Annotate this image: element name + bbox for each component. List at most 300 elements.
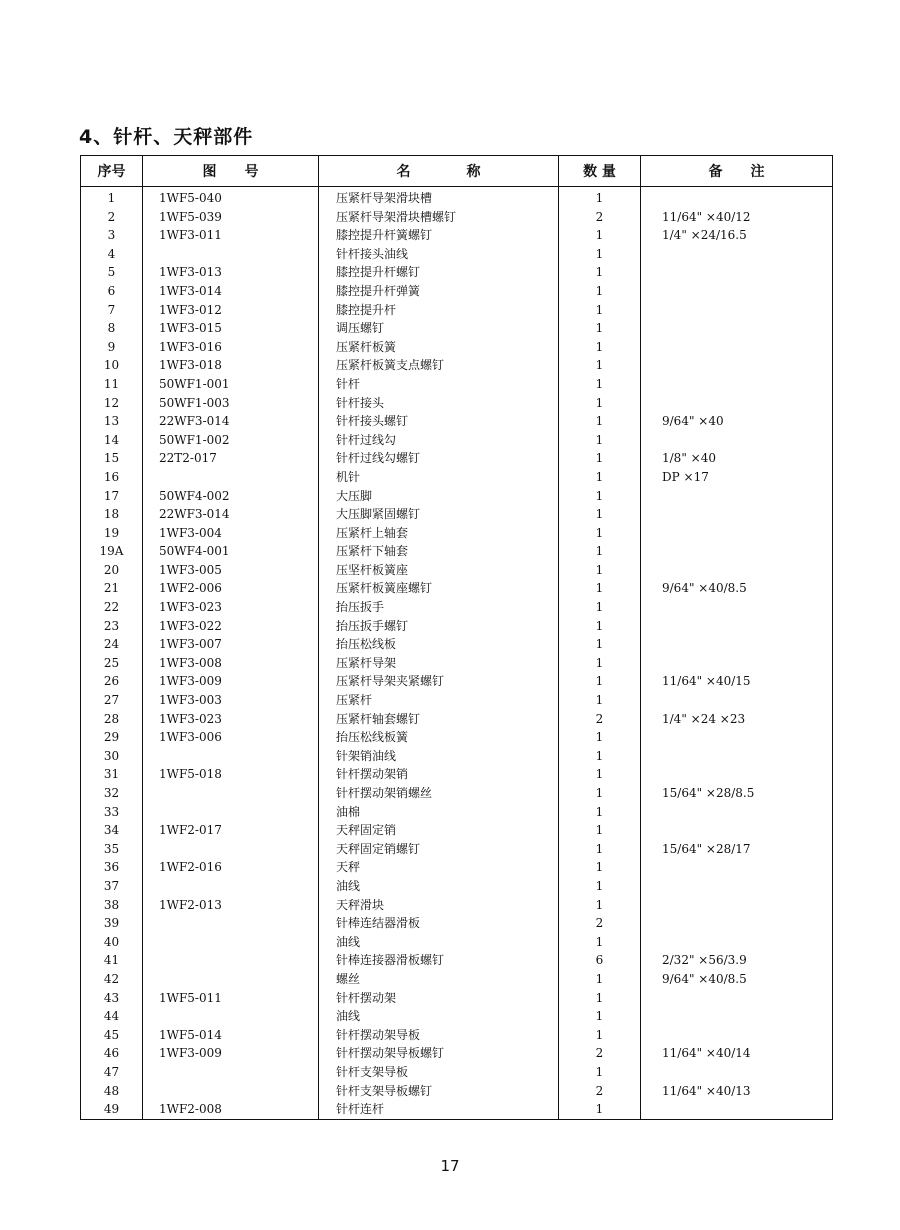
cell-qty: 1: [559, 598, 641, 617]
section-title: 4、针杆、天秤部件: [79, 126, 254, 148]
table-row: [81, 301, 833, 320]
cell-note: [641, 989, 833, 1008]
table-row: [81, 896, 833, 915]
table-row: [81, 858, 833, 877]
cell-note: [641, 803, 833, 822]
table-row: [81, 672, 833, 691]
cell-code: [143, 914, 319, 933]
table-row: [81, 821, 833, 840]
cell-qty: 1: [559, 319, 641, 338]
cell-code: [143, 1007, 319, 1026]
cell-code: [143, 877, 319, 896]
table-row: [81, 412, 833, 431]
table-row: [81, 1082, 833, 1101]
cell-note: 2/32" ×56/3.9: [641, 951, 833, 970]
cell-qty: 1: [559, 1063, 641, 1082]
cell-name: 针杆摆动架导板: [319, 1026, 559, 1045]
cell-code: 1WF5-014: [143, 1026, 319, 1045]
cell-seq: 25: [81, 654, 143, 673]
cell-code: [143, 747, 319, 766]
cell-note: 9/64" ×40: [641, 412, 833, 431]
cell-note: [641, 858, 833, 877]
cell-name: 压紧杆: [319, 691, 559, 710]
cell-seq: 37: [81, 877, 143, 896]
cell-name: 针杆接头油线: [319, 245, 559, 264]
cell-seq: 5: [81, 263, 143, 282]
cell-qty: 1: [559, 542, 641, 561]
cell-name: 针杆支架导板: [319, 1063, 559, 1082]
cell-code: 50WF1-001: [143, 375, 319, 394]
cell-name: 压紧杆轴套螺钉: [319, 710, 559, 729]
table-row: [81, 245, 833, 264]
cell-note: [641, 487, 833, 506]
cell-qty: 1: [559, 524, 641, 543]
cell-seq: 48: [81, 1082, 143, 1101]
table-row: [81, 598, 833, 617]
table-row: [81, 542, 833, 561]
cell-name: 油线: [319, 877, 559, 896]
table-row: [81, 635, 833, 654]
cell-name: 油棉: [319, 803, 559, 822]
cell-seq: 45: [81, 1026, 143, 1045]
cell-name: 针杆: [319, 375, 559, 394]
cell-code: 22T2-017: [143, 449, 319, 468]
table-row: [81, 282, 833, 301]
cell-note: [641, 617, 833, 636]
header-qty: 数 量: [559, 156, 641, 187]
cell-qty: 2: [559, 710, 641, 729]
cell-note: [641, 1063, 833, 1082]
cell-note: [641, 561, 833, 580]
cell-qty: 2: [559, 208, 641, 227]
table-row: [81, 1063, 833, 1082]
table-row: [81, 840, 833, 859]
cell-qty: 1: [559, 858, 641, 877]
table-row: [81, 933, 833, 952]
cell-note: [641, 765, 833, 784]
cell-code: [143, 1063, 319, 1082]
cell-qty: 2: [559, 914, 641, 933]
cell-code: 1WF3-008: [143, 654, 319, 673]
table-row: [81, 449, 833, 468]
cell-qty: 1: [559, 468, 641, 487]
cell-seq: 29: [81, 728, 143, 747]
cell-note: 11/64" ×40/15: [641, 672, 833, 691]
cell-seq: 16: [81, 468, 143, 487]
cell-name: 油线: [319, 1007, 559, 1026]
cell-name: 压紧杆板簧支点螺钉: [319, 356, 559, 375]
cell-qty: 1: [559, 579, 641, 598]
cell-code: 1WF3-004: [143, 524, 319, 543]
cell-name: 抬压松线板: [319, 635, 559, 654]
cell-seq: 36: [81, 858, 143, 877]
cell-code: 1WF2-017: [143, 821, 319, 840]
cell-note: [641, 747, 833, 766]
cell-seq: 43: [81, 989, 143, 1008]
cell-code: [143, 840, 319, 859]
cell-qty: 1: [559, 970, 641, 989]
cell-note: [641, 187, 833, 208]
cell-name: 抬压扳手: [319, 598, 559, 617]
cell-qty: 1: [559, 375, 641, 394]
cell-name: 压紧杆导架: [319, 654, 559, 673]
cell-note: [641, 1100, 833, 1119]
table-row: [81, 1044, 833, 1063]
cell-qty: 1: [559, 282, 641, 301]
cell-name: 天秤固定销: [319, 821, 559, 840]
cell-name: 膝控提升杆螺钉: [319, 263, 559, 282]
cell-code: 1WF3-018: [143, 356, 319, 375]
cell-note: [641, 877, 833, 896]
table-row: [81, 505, 833, 524]
cell-code: 1WF3-023: [143, 598, 319, 617]
cell-code: 1WF3-005: [143, 561, 319, 580]
table-row: [81, 989, 833, 1008]
cell-qty: 1: [559, 561, 641, 580]
cell-note: 11/64" ×40/14: [641, 1044, 833, 1063]
cell-code: 1WF3-012: [143, 301, 319, 320]
header-code: 图 号: [143, 156, 319, 187]
cell-note: [641, 896, 833, 915]
cell-seq: 40: [81, 933, 143, 952]
cell-name: 针杆摆动架销螺丝: [319, 784, 559, 803]
header-note: 备 注: [641, 156, 833, 187]
cell-note: 1/4" ×24/16.5: [641, 226, 833, 245]
cell-code: 1WF3-007: [143, 635, 319, 654]
table-row: [81, 394, 833, 413]
cell-name: 针杆过线勾螺钉: [319, 449, 559, 468]
table-row: [81, 338, 833, 357]
cell-note: [641, 505, 833, 524]
table-row: [81, 951, 833, 970]
table-row: [81, 728, 833, 747]
cell-seq: 17: [81, 487, 143, 506]
cell-code: 1WF5-039: [143, 208, 319, 227]
cell-code: 1WF3-015: [143, 319, 319, 338]
cell-note: DP ×17: [641, 468, 833, 487]
cell-seq: 46: [81, 1044, 143, 1063]
cell-code: [143, 803, 319, 822]
table-row: [81, 208, 833, 227]
cell-name: 针架销油线: [319, 747, 559, 766]
cell-name: 压紧杆上轴套: [319, 524, 559, 543]
cell-note: 1/4" ×24 ×23: [641, 710, 833, 729]
cell-note: [641, 728, 833, 747]
cell-seq: 7: [81, 301, 143, 320]
cell-note: [641, 301, 833, 320]
cell-name: 压紧杆板簧: [319, 338, 559, 357]
cell-code: 22WF3-014: [143, 505, 319, 524]
cell-code: [143, 1082, 319, 1101]
cell-qty: 1: [559, 672, 641, 691]
cell-code: 1WF2-016: [143, 858, 319, 877]
cell-qty: 1: [559, 728, 641, 747]
cell-note: [641, 821, 833, 840]
cell-note: [641, 263, 833, 282]
cell-name: 大压脚: [319, 487, 559, 506]
table-row: [81, 691, 833, 710]
cell-name: 针杆摆动架导板螺钉: [319, 1044, 559, 1063]
table-row: [81, 877, 833, 896]
cell-seq: 13: [81, 412, 143, 431]
cell-code: 50WF1-002: [143, 431, 319, 450]
cell-code: [143, 933, 319, 952]
cell-qty: 1: [559, 505, 641, 524]
cell-name: 膝控提升杆簧螺钉: [319, 226, 559, 245]
cell-note: 11/64" ×40/12: [641, 208, 833, 227]
cell-qty: 2: [559, 1082, 641, 1101]
cell-name: 膝控提升杆: [319, 301, 559, 320]
cell-name: 针棒连结器滑板: [319, 914, 559, 933]
cell-seq: 15: [81, 449, 143, 468]
cell-seq: 42: [81, 970, 143, 989]
cell-note: 9/64" ×40/8.5: [641, 970, 833, 989]
parts-table-body: [81, 187, 833, 1120]
table-row: [81, 765, 833, 784]
cell-seq: 2: [81, 208, 143, 227]
cell-code: 50WF4-001: [143, 542, 319, 561]
table-row: [81, 226, 833, 245]
cell-qty: 1: [559, 1007, 641, 1026]
cell-name: 压紧杆导架夹紧螺钉: [319, 672, 559, 691]
table-row: [81, 524, 833, 543]
cell-note: [641, 524, 833, 543]
cell-note: [641, 394, 833, 413]
cell-seq: 28: [81, 710, 143, 729]
table-row: [81, 468, 833, 487]
cell-note: [641, 542, 833, 561]
table-row: [81, 375, 833, 394]
cell-name: 压紧杆导架滑块槽螺钉: [319, 208, 559, 227]
table-row: [81, 654, 833, 673]
cell-code: 1WF3-022: [143, 617, 319, 636]
cell-seq: 44: [81, 1007, 143, 1026]
cell-seq: 20: [81, 561, 143, 580]
cell-note: [641, 431, 833, 450]
cell-qty: 6: [559, 951, 641, 970]
cell-note: [641, 691, 833, 710]
cell-note: [641, 914, 833, 933]
cell-code: 1WF2-006: [143, 579, 319, 598]
cell-seq: 38: [81, 896, 143, 915]
cell-name: 抬压扳手螺钉: [319, 617, 559, 636]
cell-qty: 1: [559, 263, 641, 282]
cell-qty: 1: [559, 226, 641, 245]
cell-name: 针杆摆动架: [319, 989, 559, 1008]
cell-note: 15/64" ×28/17: [641, 840, 833, 859]
cell-seq: 14: [81, 431, 143, 450]
cell-code: 1WF5-018: [143, 765, 319, 784]
cell-qty: 1: [559, 933, 641, 952]
cell-name: 针棒连接器滑板螺钉: [319, 951, 559, 970]
cell-seq: 34: [81, 821, 143, 840]
cell-code: 1WF3-006: [143, 728, 319, 747]
cell-seq: 18: [81, 505, 143, 524]
cell-name: 大压脚紧固螺钉: [319, 505, 559, 524]
cell-code: 22WF3-014: [143, 412, 319, 431]
cell-qty: 1: [559, 356, 641, 375]
cell-qty: 1: [559, 821, 641, 840]
cell-seq: 33: [81, 803, 143, 822]
cell-note: [641, 933, 833, 952]
cell-name: 针杆连杆: [319, 1100, 559, 1119]
cell-name: 调压螺钉: [319, 319, 559, 338]
cell-name: 针杆支架导板螺钉: [319, 1082, 559, 1101]
cell-qty: 1: [559, 803, 641, 822]
cell-code: [143, 951, 319, 970]
cell-name: 针杆摆动架销: [319, 765, 559, 784]
cell-note: [641, 1007, 833, 1026]
cell-code: 1WF3-014: [143, 282, 319, 301]
cell-seq: 26: [81, 672, 143, 691]
cell-seq: 19: [81, 524, 143, 543]
cell-code: 50WF1-003: [143, 394, 319, 413]
cell-seq: 24: [81, 635, 143, 654]
cell-qty: 1: [559, 1026, 641, 1045]
cell-seq: 10: [81, 356, 143, 375]
cell-seq: 23: [81, 617, 143, 636]
cell-qty: 1: [559, 487, 641, 506]
cell-name: 压紧杆板簧座螺钉: [319, 579, 559, 598]
cell-seq: 12: [81, 394, 143, 413]
cell-qty: 1: [559, 301, 641, 320]
cell-qty: 2: [559, 1044, 641, 1063]
cell-note: [641, 282, 833, 301]
table-row: [81, 431, 833, 450]
cell-seq: 31: [81, 765, 143, 784]
table-row: [81, 747, 833, 766]
cell-note: [641, 338, 833, 357]
cell-note: [641, 356, 833, 375]
cell-seq: 32: [81, 784, 143, 803]
cell-code: 1WF2-013: [143, 896, 319, 915]
cell-seq: 19A: [81, 542, 143, 561]
cell-qty: 1: [559, 449, 641, 468]
table-row: [81, 356, 833, 375]
table-row: [81, 1100, 833, 1119]
cell-code: 1WF3-009: [143, 672, 319, 691]
cell-qty: 1: [559, 747, 641, 766]
cell-code: 1WF2-008: [143, 1100, 319, 1119]
cell-name: 螺丝: [319, 970, 559, 989]
cell-name: 压紧杆导架滑块槽: [319, 187, 559, 208]
cell-qty: 1: [559, 394, 641, 413]
table-row: [81, 1026, 833, 1045]
cell-seq: 30: [81, 747, 143, 766]
cell-note: 9/64" ×40/8.5: [641, 579, 833, 598]
cell-seq: 21: [81, 579, 143, 598]
cell-code: 1WF5-011: [143, 989, 319, 1008]
table-row: [81, 487, 833, 506]
page-number: 17: [440, 1157, 460, 1175]
cell-name: 天秤固定销螺钉: [319, 840, 559, 859]
table-row: [81, 319, 833, 338]
cell-code: 1WF3-009: [143, 1044, 319, 1063]
cell-seq: 9: [81, 338, 143, 357]
cell-note: [641, 245, 833, 264]
cell-name: 天秤滑块: [319, 896, 559, 915]
cell-seq: 41: [81, 951, 143, 970]
table-row: [81, 914, 833, 933]
table-header-row: [81, 156, 833, 187]
cell-qty: 1: [559, 1100, 641, 1119]
cell-code: 1WF3-011: [143, 226, 319, 245]
cell-seq: 8: [81, 319, 143, 338]
cell-note: [641, 654, 833, 673]
cell-note: [641, 1026, 833, 1045]
cell-code: 50WF4-002: [143, 487, 319, 506]
cell-note: 1/8" ×40: [641, 449, 833, 468]
cell-code: 1WF3-013: [143, 263, 319, 282]
cell-note: 15/64" ×28/8.5: [641, 784, 833, 803]
cell-qty: 1: [559, 691, 641, 710]
table-row: [81, 579, 833, 598]
header-seq: 序号: [81, 156, 143, 187]
table-row: [81, 617, 833, 636]
cell-qty: 1: [559, 431, 641, 450]
cell-qty: 1: [559, 617, 641, 636]
header-name: 名 称: [319, 156, 559, 187]
cell-code: 1WF3-016: [143, 338, 319, 357]
table-row: [81, 970, 833, 989]
cell-name: 天秤: [319, 858, 559, 877]
cell-name: 压坚杆板簧座: [319, 561, 559, 580]
cell-note: 11/64" ×40/13: [641, 1082, 833, 1101]
cell-seq: 4: [81, 245, 143, 264]
cell-code: [143, 468, 319, 487]
cell-code: [143, 784, 319, 803]
cell-note: [641, 598, 833, 617]
cell-name: 机针: [319, 468, 559, 487]
cell-code: [143, 245, 319, 264]
cell-qty: 1: [559, 654, 641, 673]
cell-name: 膝控提升杆弹簧: [319, 282, 559, 301]
cell-seq: 27: [81, 691, 143, 710]
cell-code: [143, 970, 319, 989]
cell-qty: 1: [559, 989, 641, 1008]
cell-name: 针杆接头: [319, 394, 559, 413]
cell-seq: 1: [81, 187, 143, 208]
cell-qty: 1: [559, 187, 641, 208]
cell-code: 1WF5-040: [143, 187, 319, 208]
cell-name: 压紧杆下轴套: [319, 542, 559, 561]
cell-name: 抬压松线板簧: [319, 728, 559, 747]
cell-name: 针杆接头螺钉: [319, 412, 559, 431]
cell-code: 1WF3-023: [143, 710, 319, 729]
table-row: [81, 803, 833, 822]
table-row: [81, 1007, 833, 1026]
cell-seq: 6: [81, 282, 143, 301]
cell-qty: 1: [559, 412, 641, 431]
cell-name: 油线: [319, 933, 559, 952]
table-row: [81, 710, 833, 729]
cell-code: 1WF3-003: [143, 691, 319, 710]
table-row: [81, 784, 833, 803]
cell-note: [641, 375, 833, 394]
cell-qty: 1: [559, 338, 641, 357]
cell-qty: 1: [559, 635, 641, 654]
cell-qty: 1: [559, 896, 641, 915]
cell-seq: 47: [81, 1063, 143, 1082]
cell-seq: 3: [81, 226, 143, 245]
cell-seq: 49: [81, 1100, 143, 1119]
cell-note: [641, 635, 833, 654]
parts-table: [80, 155, 833, 1120]
cell-name: 针杆过线勾: [319, 431, 559, 450]
cell-qty: 1: [559, 765, 641, 784]
cell-seq: 11: [81, 375, 143, 394]
cell-qty: 1: [559, 840, 641, 859]
